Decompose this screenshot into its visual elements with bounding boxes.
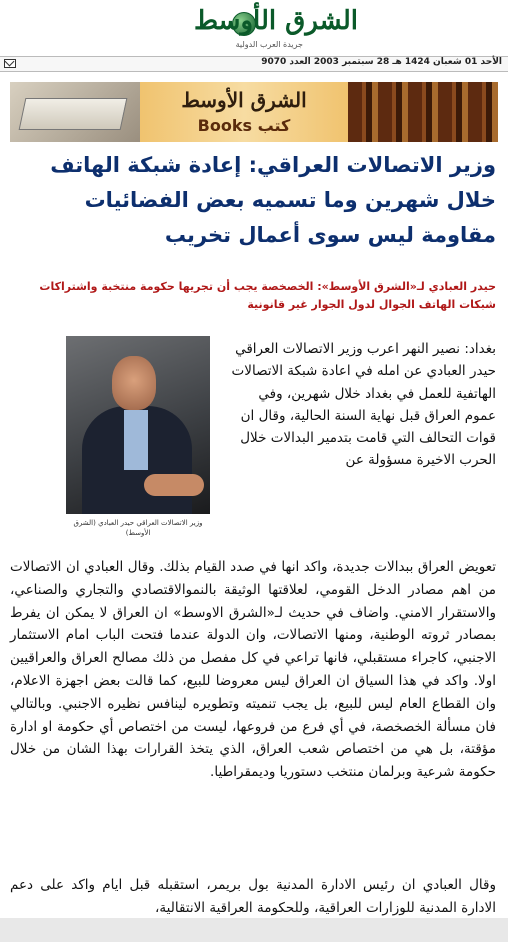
issue-date: الأحد 01 شعبان 1424 هـ 28 سبتمبر 2003 العدد 9070 — [261, 57, 502, 67]
photo-figure-hands — [144, 474, 204, 496]
photo-figure-shirt — [124, 410, 148, 470]
books-banner[interactable] — [10, 82, 498, 142]
banner-title-area — [140, 82, 348, 142]
photo-figure-head — [112, 356, 156, 410]
article-intro: بغداد: نصير النهر اعرب وزير الاتصالات العراقي حيدر العبادي عن امله في اعادة شبكة الاتصالات الهاتفية للعمل في بغداد خلال شهرين، وفي عموم العراق قبل نهاية السنة الحالية، وقال ان قوات التحالف التي قامت بتدمير البدالات خلال الحرب الاخيرة مسؤولة عن — [231, 341, 496, 469]
banner-logo: الشرق الأوسط — [181, 88, 307, 112]
banner-desk-image — [10, 82, 140, 142]
article-paragraph-2: وقال العبادي ان رئيس الادارة المدنية بول بريمر، استقبله قبل ايام واكد على دعم الادارة المدنية للوزارات العراقية، وللحكومة العراقية الانتقالية، — [10, 877, 496, 916]
minister-photo[interactable] — [66, 336, 210, 514]
article-subheadline: حيدر العبادي لـ«الشرق الأوسط»: الخصخصة يجب أن تجريها حكومة منتخبة واشتراكات شبكات الهاتف الجوال لدول الجوار غير قانونية — [39, 280, 496, 311]
masthead — [0, 0, 508, 54]
open-book-icon — [19, 98, 128, 130]
photo-caption: وزير الاتصالات العراقي حيدر العبادي (الشرق الأوسط) — [73, 519, 203, 537]
bottom-toolbar — [0, 918, 508, 942]
banner-books-label: Books كتب — [197, 116, 291, 135]
masthead-tagline: جريدة العرب الدولية — [235, 40, 303, 49]
article-body — [10, 556, 496, 784]
dateline-bar — [0, 56, 508, 72]
mail-icon[interactable] — [4, 59, 16, 68]
masthead-logo[interactable]: الشرق الأوسط — [194, 6, 358, 36]
article-headline: وزير الاتصالات العراقي: إعادة شبكة الهاتف خلال شهرين وما تسميه بعض الفضائيات مقاومة ليس سوى أعمال تخريب — [50, 153, 496, 247]
banner-bookshelf-image — [348, 82, 498, 142]
article-paragraph: تعويض العراق ببدالات جديدة، واكد انها في صدد القيام بذلك. وقال العبادي ان الاتصالات من اهم مصادر الدخل القومي، لعلاقتها الوثيقة بالنموالاقتصادي والتجاري والصناعي، والاستقرار الامني. واضاف في حديث لـ«الشرق الاوسط» ان العراق لا يمكن ان يفرط بمصادر ثروته الوطنية، ومنها الاتصالات، وان الدولة عندما فتحت الباب امام الاستثمار الاجنبي، كاجراء مستقبلي، فانها تراعي في كل مفصل من ذلك مصالح العراق والعراقيين اولا. واكد في هذا السياق ان العراق ليس معروضا للبيع، كما قالت بعض اجهزة الاعلام، وان القطاع العام ليس للبيع، بل يجب تنميته وتطويره لينافس نظيره الاجنبي. وبالتالي فان مسألة الخصخصة، في أي فرع من فروعها، ليست من اختصاص أي حكومة او ادارة مؤقتة، بل هي من اختصاص شعب العراق، الذي يتخذ القرارات بهذا الشان من خلال حكومة شرعية وبرلمان منتخب دستوريا وديمقراطيا. — [10, 559, 496, 781]
